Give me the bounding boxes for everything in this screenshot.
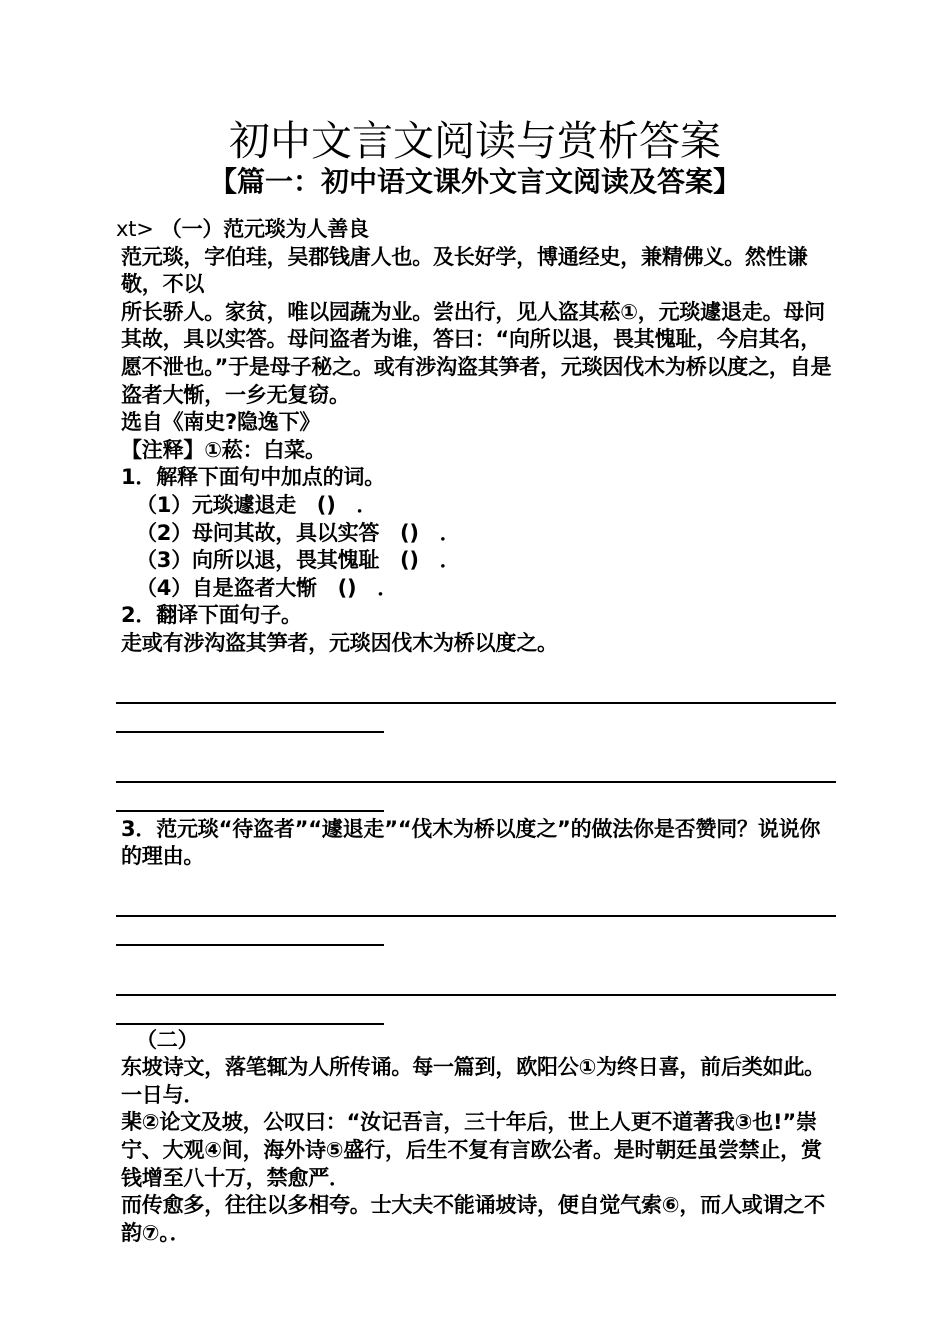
passage-paragraph: 棐②论文及坡，公叹曰：“汝记吾言，三十年后，世上人更不道著我③也!”崇宁、大观④间，海外诗⑤盛行，后生不复有言欧公者。是时朝廷虽尝禁止，赏钱增至八十万，禁愈严． (121, 1110, 822, 1190)
question-2-stem: 2．翻译下面句子。 (121, 603, 302, 628)
lead-text: xt> (116, 217, 154, 241)
question-2-sentence: 走或有涉沟盗其笋者，元琰因伐木为桥以度之。 (121, 630, 558, 655)
answer-line[interactable] (116, 810, 384, 812)
question-1-item: （2）母问其故，具以实答 () ． (136, 520, 461, 545)
passage-paragraph: 东坡诗文，落笔辄为人所传诵。每一篇到，欧阳公①为终日喜，前后类如此。一日与． (121, 1055, 825, 1107)
document-title: 初中文言文阅读与赏析答案 (229, 117, 721, 165)
passage-paragraph: 范元琰，字伯珪，吴郡钱唐人也。及长好学，博通经史，兼精佛义。然性谦敬，不以 (121, 244, 808, 297)
question-1-item: （1）元琰遽退走 () ． (136, 492, 378, 517)
section-title: （一）范元琰为人善良 (160, 217, 369, 241)
section-2-heading: （二） (136, 1027, 199, 1052)
section-heading (116, 216, 836, 244)
passage-paragraph: 所长骄人。家贫，唯以园蔬为业。尝出行，见人盗其菘①，元琰遽退走。母问其故，具以实答。母问盗者为谁，答曰：“向所以退，畏其愧耻，今启其名，愿不泄也。”于是母子秘之。或有涉沟盗其笋者，元琰因伐木为桥以度之，自是盗者大惭，一乡无复窃。 (121, 299, 832, 407)
question-3-stem: 3．范元琰“待盗者”“遽退走”“伐木为桥以度之”的做法你是否赞同？说说你的理由。 (121, 816, 821, 869)
passage-note: 【注释】①菘：白菜。 (121, 437, 326, 462)
passage-source: 选自《南史?隐逸下》 (121, 410, 321, 435)
document-body (116, 216, 836, 1247)
question-1-item: （4）自是盗者大惭 () ． (136, 575, 399, 600)
document-subtitle: 【篇一：初中语文课外文言文阅读及答案】 (208, 165, 741, 198)
question-1-item: （3）向所以退，畏其愧耻 () ． (136, 548, 461, 573)
passage-paragraph: 而传愈多，往往以多相夸。士大夫不能诵坡诗，便自觉气索⑥，而人或谓之不韵⑦。． (121, 1193, 825, 1245)
question-1-stem: 1．解释下面句中加点的词。 (121, 465, 386, 490)
answer-line[interactable] (116, 1023, 384, 1025)
